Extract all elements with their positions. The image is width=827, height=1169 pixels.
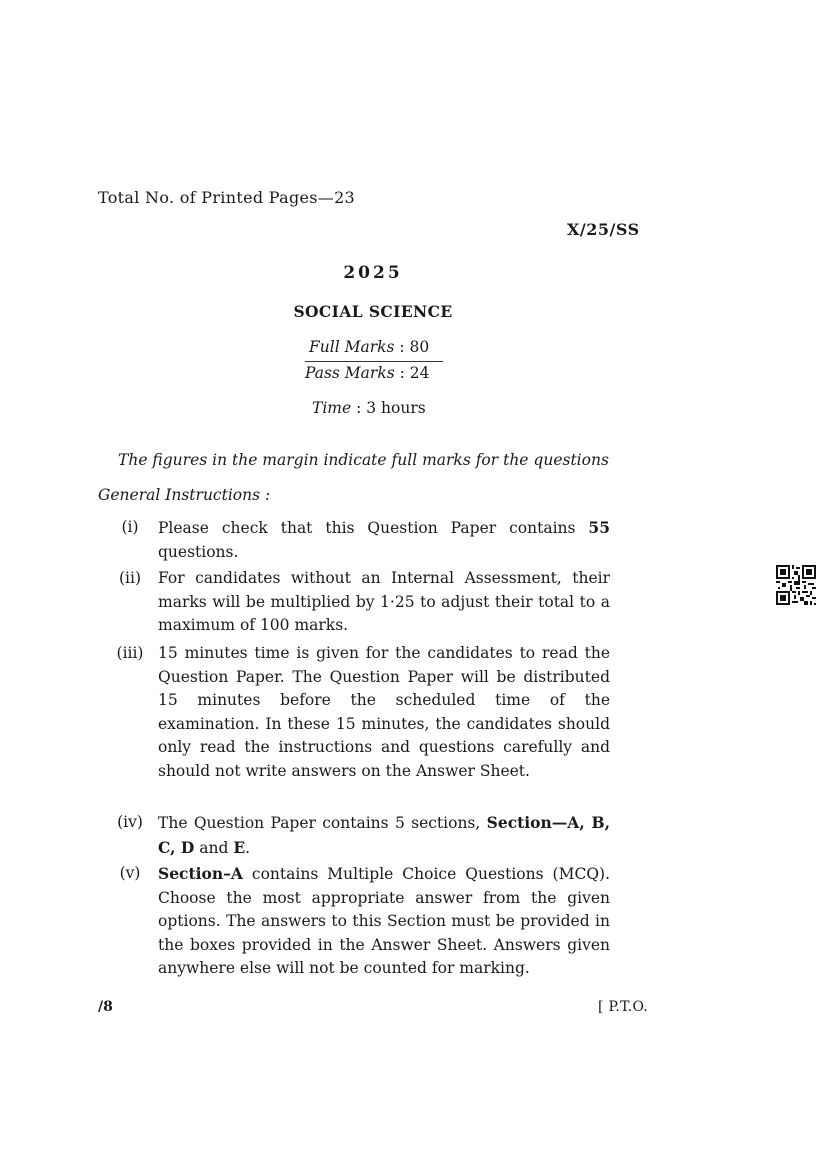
instruction-item <box>110 567 610 638</box>
subject-title: SOCIAL SCIENCE <box>293 302 453 321</box>
instruction-number: (iv) <box>117 813 143 831</box>
instruction-item <box>110 811 610 860</box>
total-printed-pages: Total No. of Printed Pages—23 <box>98 188 356 207</box>
qr-code-icon <box>776 565 816 605</box>
instruction-item <box>110 516 610 564</box>
full-marks <box>309 338 429 356</box>
instruction-item <box>110 862 610 981</box>
instruction-text: For candidates without an Internal Assessment, their marks will be multiplied by 1·25 to adjust their total to a maximum of 100 marks. <box>158 569 610 635</box>
instruction-number: (iii) <box>116 644 144 662</box>
margin-note: The figures in the margin indicate full marks for the questions <box>118 451 609 469</box>
exam-year: 2025 <box>343 263 403 283</box>
instruction-number: (ii) <box>118 569 141 587</box>
please-turn-over: [ P.T.O. <box>598 999 649 1015</box>
page-number: /8 <box>98 999 113 1015</box>
time-label: Time <box>312 399 352 417</box>
instructions-heading: General Instructions : <box>98 486 271 504</box>
instruction-text: Please check that this Question Paper contains 55 questions. <box>158 518 610 561</box>
marks-divider <box>305 361 443 362</box>
pass-marks <box>305 364 430 382</box>
pass-marks-label: Pass Marks <box>305 364 395 382</box>
instruction-text: Section–A contains Multiple Choice Questions (MCQ). Choose the most appropriate answer from the given options. The answers to this Section must be provided in the boxes provided in the Answer Sheet. Answers given anywhere else will not be counted for marking. <box>158 864 610 978</box>
time-allowed <box>312 399 426 417</box>
instruction-number: (i) <box>121 518 139 536</box>
instruction-item <box>110 642 610 784</box>
pass-marks-value: : 24 <box>399 364 430 382</box>
time-value: : 3 hours <box>356 399 426 417</box>
full-marks-value: : 80 <box>399 338 430 356</box>
paper-code: X/25/SS <box>567 220 640 239</box>
instruction-number: (v) <box>119 864 141 882</box>
instruction-text: 15 minutes time is given for the candidates to read the Question Paper. The Question Paper will be distributed 15 minutes before the scheduled time of the examination. In these 15 minutes, the candidates should only read the instructions and questions carefully and should not write answers on the Answer Sheet. <box>158 644 610 780</box>
instruction-text: The Question Paper contains 5 sections, Section—A, B, C, D and E. <box>158 813 610 857</box>
full-marks-label: Full Marks <box>309 338 395 356</box>
